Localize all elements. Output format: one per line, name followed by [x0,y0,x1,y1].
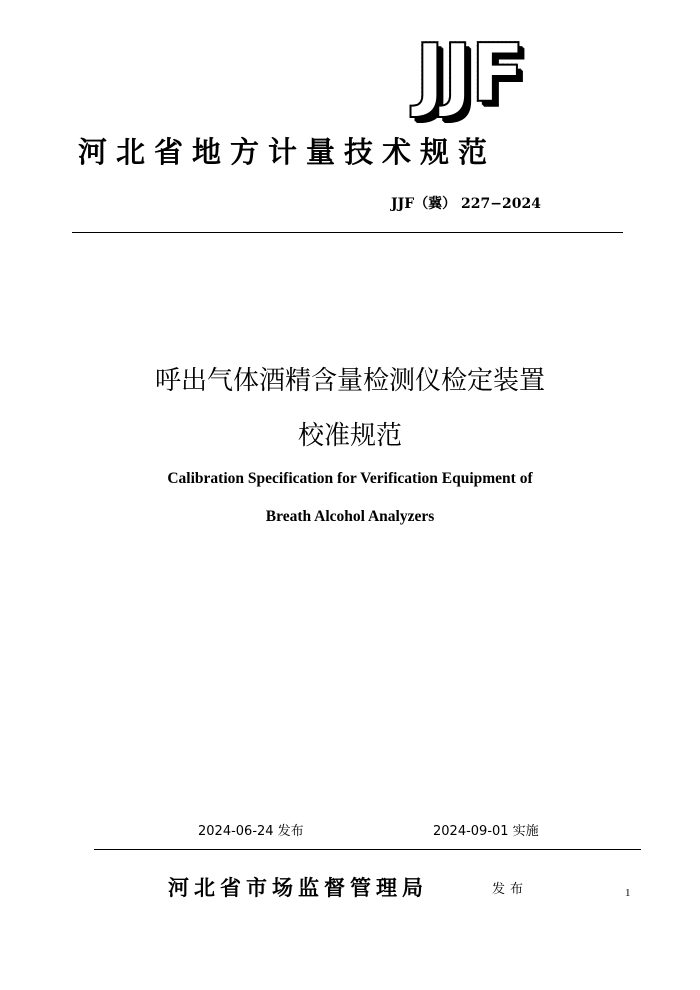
page-number: 1 [625,887,631,899]
spec-code: JJF（冀） 227−2024 [391,196,541,212]
jjf-logo [415,27,590,120]
title-cn-line1: 呼出气体酒精含量检测仪检定装置 [154,366,545,396]
title-en-line2: Breath Alcohol Analyzers [265,508,435,525]
issue-label: 发布 [492,882,529,897]
org-title: 河北省地方计量技术规范 [78,135,497,169]
issue-date: 2024-06-24 发布 [198,824,304,839]
title-cn-line2: 校准规范 [297,421,402,451]
issuer-name: 河北省市场监督管理局 [168,875,428,900]
bottom-divider [94,849,641,850]
jjf-logo-text: JJF [415,27,524,120]
implementation-date: 2024-09-01 实施 [433,824,539,839]
top-divider [72,232,623,233]
title-en-line1: Calibration Specification for Verification Equipment of [167,470,533,487]
